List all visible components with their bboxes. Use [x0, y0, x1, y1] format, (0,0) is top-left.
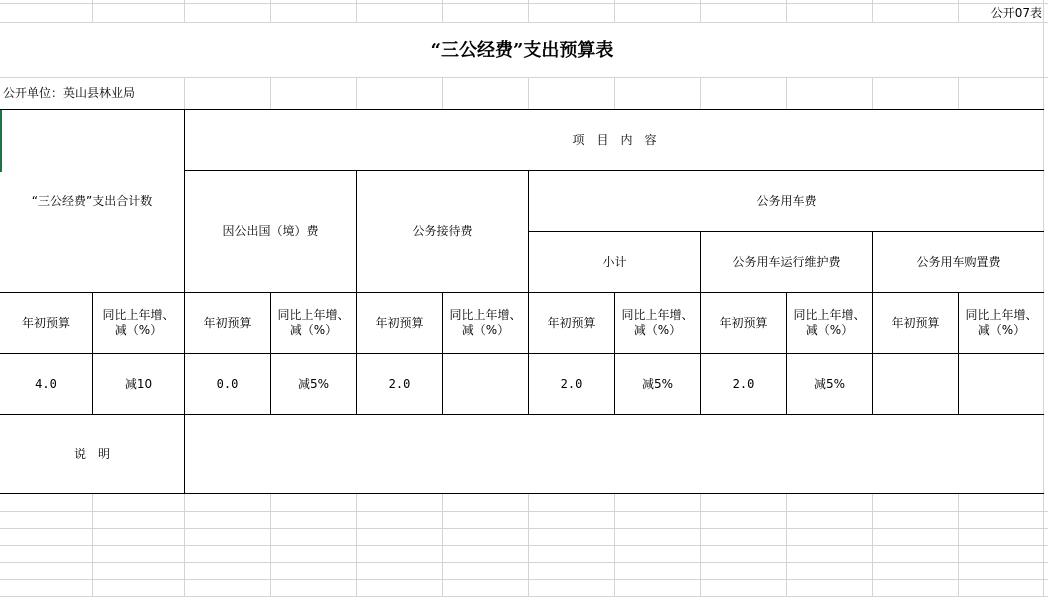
value-total-change[interactable]: 减10 — [124, 376, 153, 391]
report-code: 公开07表 — [990, 5, 1042, 20]
subheader-change: 同比上年增、减（%） — [965, 308, 1038, 337]
header-maintenance: 公务用车运行维护费 — [732, 254, 841, 269]
subheader-budget: 年初预算 — [21, 315, 70, 330]
value-reception-budget[interactable]: 2.0 — [388, 376, 411, 391]
notes-value[interactable] — [185, 415, 1044, 493]
value-abroad-budget[interactable]: 0.0 — [216, 376, 239, 391]
value-purchase-change[interactable] — [959, 354, 1044, 414]
subheader-budget: 年初预算 — [375, 315, 424, 330]
value-maintenance-change[interactable]: 减5% — [813, 376, 846, 391]
value-subtotal-change[interactable]: 减5% — [641, 376, 674, 391]
value-abroad-change[interactable]: 减5% — [297, 376, 330, 391]
header-vehicle: 公务用车费 — [756, 193, 817, 208]
header-reception: 公务接待费 — [412, 224, 473, 238]
header-project-content: 项 目 内 容 — [572, 132, 657, 147]
subheader-budget: 年初预算 — [547, 315, 596, 330]
notes-label: 说 明 — [73, 446, 110, 461]
subheader-change: 同比上年增、减（%） — [102, 308, 175, 337]
header-subtotal: 小计 — [602, 254, 627, 269]
header-total: “三公经费”支出合计数 — [31, 193, 153, 208]
subheader-budget: 年初预算 — [891, 315, 940, 330]
value-reception-change[interactable] — [443, 354, 528, 414]
value-subtotal-budget[interactable]: 2.0 — [560, 376, 583, 391]
value-total-budget[interactable]: 4.0 — [35, 376, 57, 391]
value-purchase-budget[interactable] — [873, 354, 958, 414]
subheader-change: 同比上年增、减（%） — [793, 308, 866, 337]
header-purchase: 公务用车购置费 — [916, 254, 1001, 269]
page-title: “三公经费”支出预算表 — [430, 39, 614, 61]
value-maintenance-budget[interactable]: 2.0 — [732, 376, 755, 391]
subheader-change: 同比上年增、减（%） — [449, 308, 522, 337]
subheader-budget: 年初预算 — [203, 315, 252, 330]
unit-label: 公开单位：英山县林业局 — [3, 86, 136, 100]
subheader-budget: 年初预算 — [719, 315, 768, 330]
subheader-change: 同比上年增、减（%） — [277, 308, 350, 337]
header-abroad: 因公出国（境）费 — [222, 224, 319, 238]
subheader-change: 同比上年增、减（%） — [621, 308, 694, 337]
